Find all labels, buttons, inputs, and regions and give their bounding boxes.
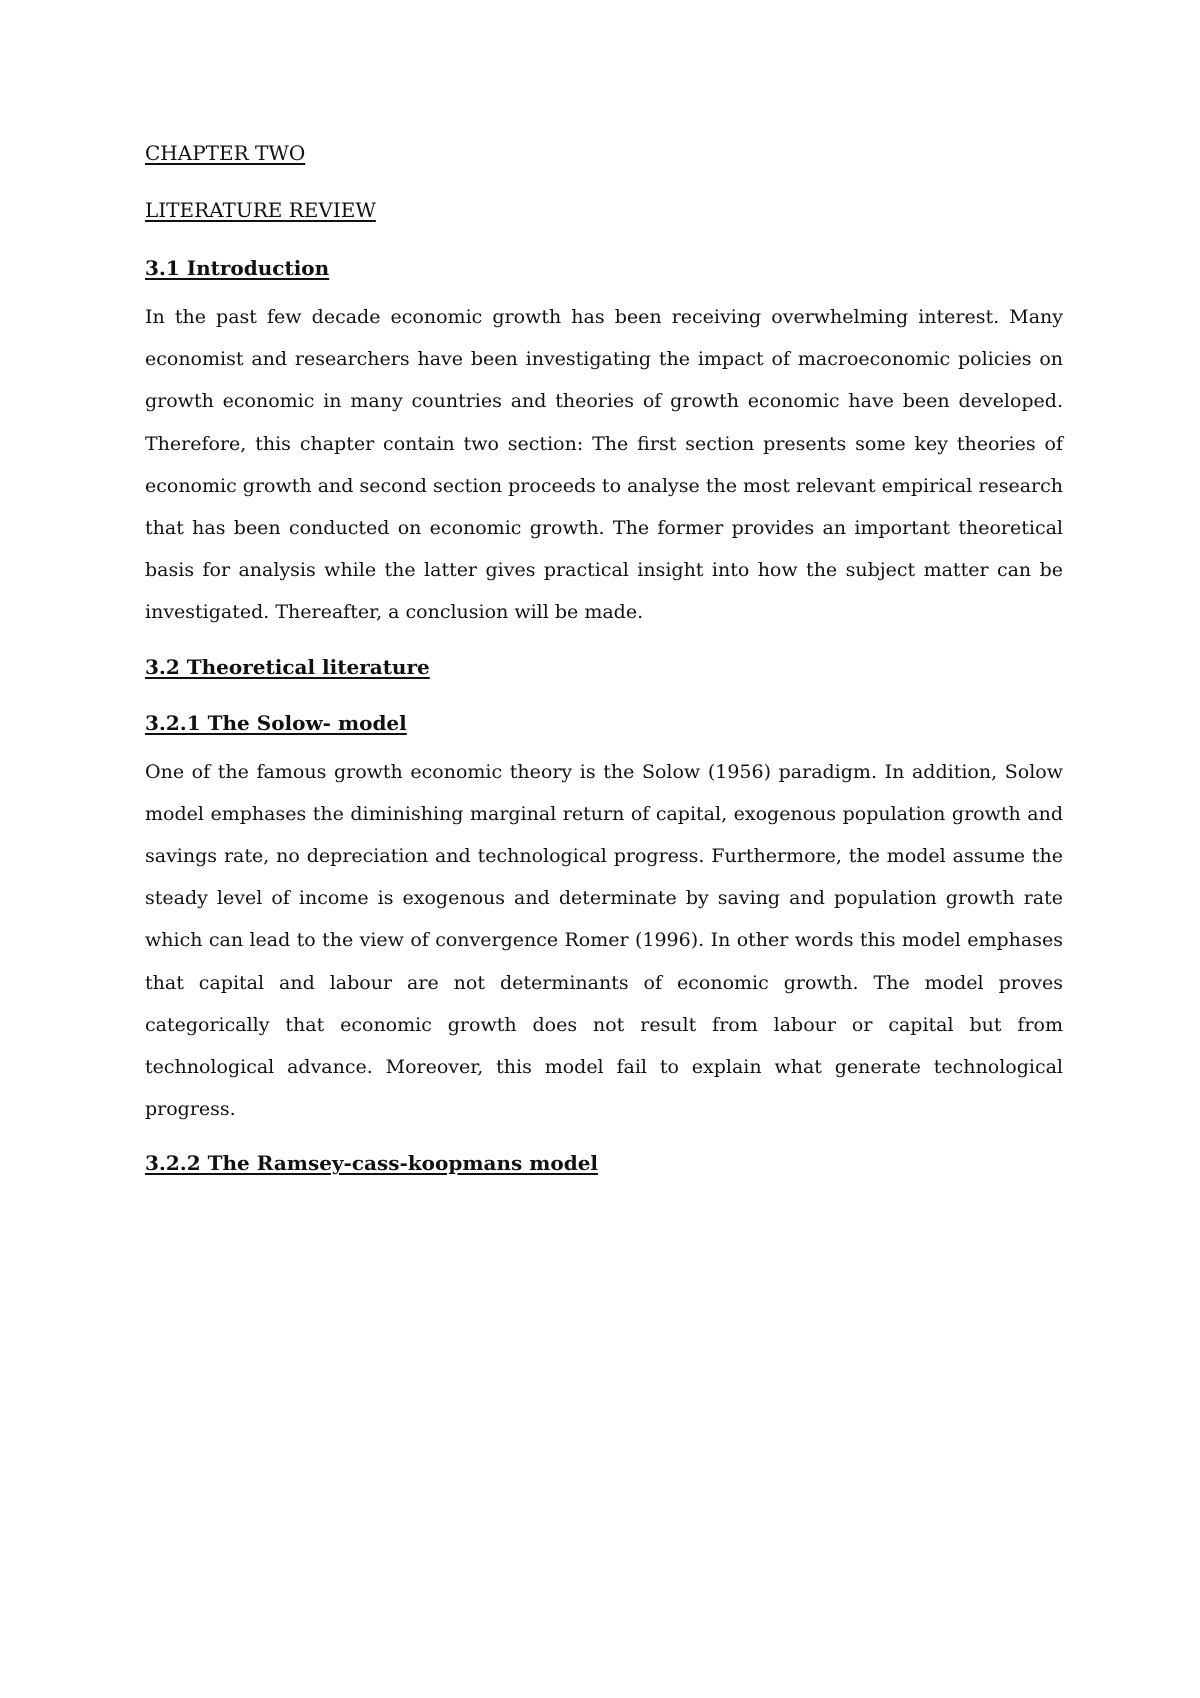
document-page	[145, 140, 1063, 1176]
section-heading-introduction: 3.1 Introduction	[145, 256, 330, 280]
section-heading-ramsey-cass-koopmans-model: 3.2.2 The Ramsey-cass-koopmans model	[145, 1151, 599, 1176]
chapter-subtitle: LITERATURE REVIEW	[145, 198, 376, 222]
section-heading-solow-model: 3.2.1 The Solow- model	[145, 710, 407, 735]
section-heading-theoretical-literature: 3.2 Theoretical literature	[145, 654, 430, 679]
chapter-title: CHAPTER TWO	[145, 141, 306, 165]
introduction-paragraph: In the past few decade economic growth has been receiving overwhelming interest. Many economist and researchers have been investigating the impact of macroeconomic policies on growth economic in many countries and theories of growth economic have been developed. Therefore, this chapter contain two section: The first section presents some key theories of economic growth and second section proceeds to analyse the most relevant empirical research that has been conducted on economic growth. The former provides an important theoretical basis for analysis while the latter gives practical insight into how the subject matter can be investigated. Thereafter, a conclusion will be made.	[145, 306, 1063, 624]
solow-model-paragraph: One of the famous growth economic theory is the Solow (1956) paradigm. In addition, Solow model emphases the diminishing marginal return of capital, exogenous population growth and savings rate, no depreciation and technological progress. Furthermore, the model assume the steady level of income is exogenous and determinate by saving and population growth rate which can lead to the view of convergence Romer (1996). In other words this model emphases that capital and labour are not determinants of economic growth. The model proves categorically that economic growth does not result from labour or capital but from technological advance. Moreover, this model fail to explain what generate technological progress.	[145, 760, 1063, 1121]
